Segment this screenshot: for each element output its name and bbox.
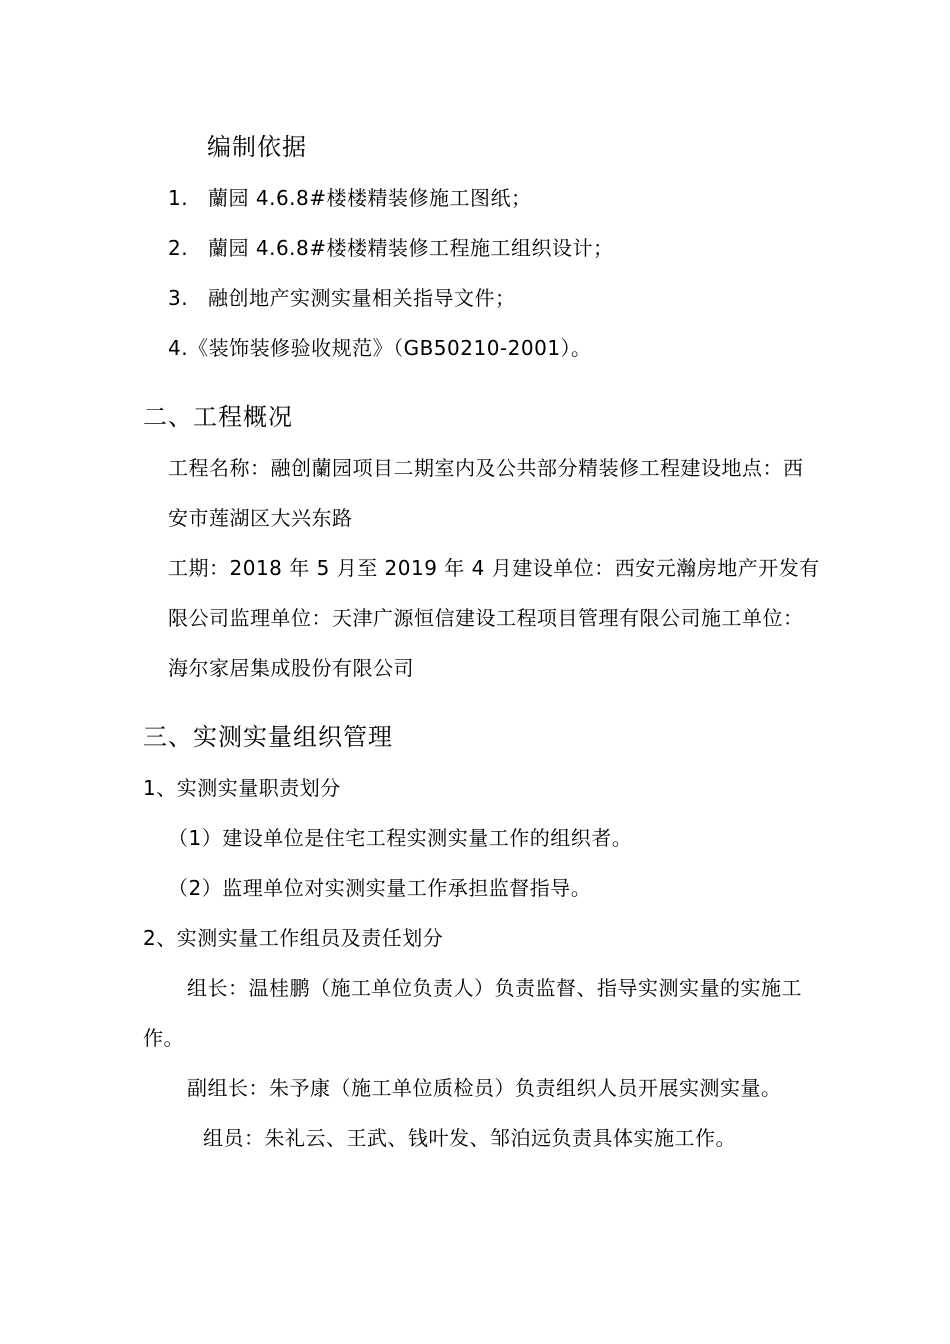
basis-item-text: 蘭园 4.6.8#楼楼精装修施工图纸；	[208, 186, 532, 210]
management-subheading-2: 2、实测实量工作组员及责任划分	[143, 926, 444, 950]
basis-item-text: 融创地产实测实量相关指导文件；	[208, 286, 516, 310]
basis-item-3	[168, 284, 516, 312]
leader-line-1: 组长：温桂鹏（施工单位负责人）负责监督、指导实测实量的实施工	[187, 976, 802, 1000]
basis-item-number: 1.	[168, 186, 189, 210]
overview-line: 安市莲湖区大兴东路	[168, 506, 353, 530]
overview-line: 海尔家居集成股份有限公司	[168, 656, 414, 680]
basis-item-1	[168, 184, 532, 212]
management-title: 三、实测实量组织管理	[143, 723, 393, 751]
basis-title: 编制依据	[207, 133, 307, 161]
overview-line: 限公司监理单位：天津广源恒信建设工程项目管理有限公司施工单位：	[168, 606, 804, 630]
basis-item-text: 蘭园 4.6.8#楼楼精装修工程施工组织设计；	[208, 236, 614, 260]
overview-line: 工期：2018 年 5 月至 2019 年 4 月建设单位：西安元瀚房地产开发有	[168, 556, 820, 580]
management-subheading-1: 1、实测实量职责划分	[143, 776, 341, 800]
deputy-leader-line: 副组长：朱予康（施工单位质检员）负责组织人员开展实测实量。	[187, 1076, 782, 1100]
basis-item-text: 《装饰装修验收规范》（GB50210-2001）。	[188, 336, 592, 360]
responsibility-item-1: （1）建设单位是住宅工程实测实量工作的组织者。	[168, 826, 633, 850]
leader-line-2: 作。	[143, 1026, 184, 1050]
basis-item-number: 4.	[168, 336, 189, 360]
basis-item-2	[168, 234, 614, 262]
basis-item-number: 3.	[168, 286, 189, 310]
responsibility-item-2: （2）监理单位对实测实量工作承担监督指导。	[168, 876, 592, 900]
basis-item-4	[168, 334, 592, 362]
overview-line: 工程名称：融创蘭园项目二期室内及公共部分精装修工程建设地点：西	[168, 456, 804, 480]
members-line: 组员：朱礼云、王武、钱叶发、邹泊远负责具体实施工作。	[203, 1126, 736, 1150]
basis-item-number: 2.	[168, 236, 189, 260]
overview-title: 二、工程概况	[143, 403, 293, 431]
